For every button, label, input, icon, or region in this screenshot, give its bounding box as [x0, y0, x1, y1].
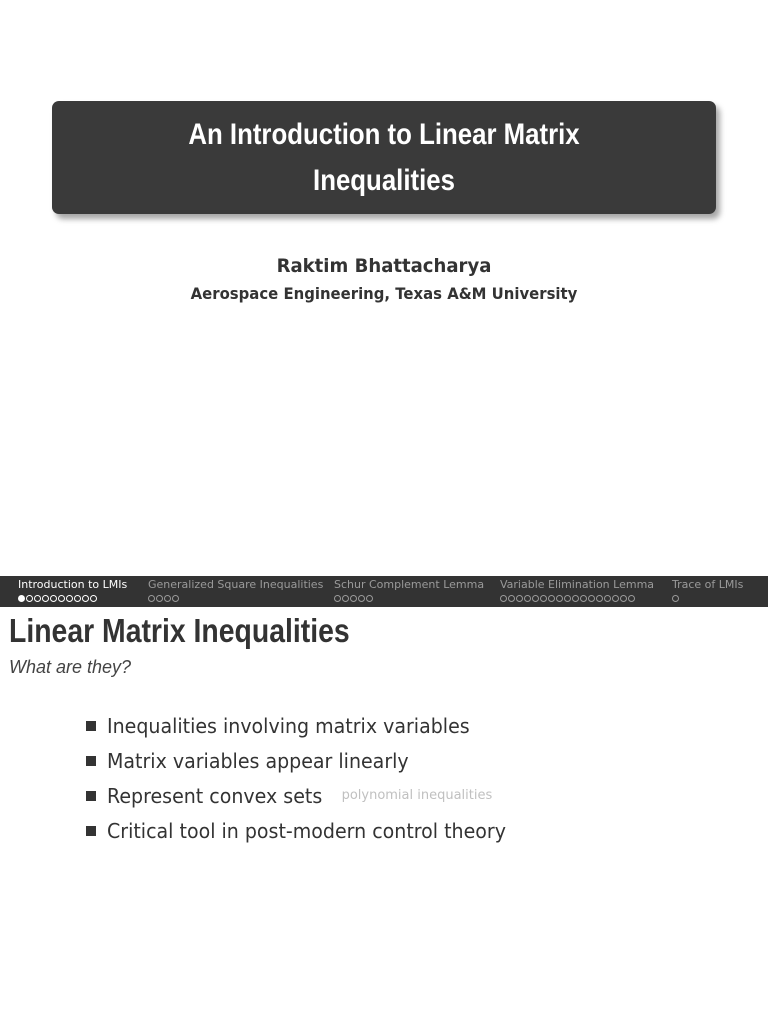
nav-frame-dot[interactable]	[350, 595, 357, 602]
square-bullet-icon	[86, 791, 96, 801]
nav-frame-dot[interactable]	[82, 595, 89, 602]
nav-section-introduction[interactable]	[18, 577, 127, 607]
nav-section-label[interactable]: Schur Complement Lemma	[334, 578, 485, 591]
nav-frame-dot[interactable]	[148, 595, 155, 602]
nav-frame-dot[interactable]	[66, 595, 73, 602]
bullet-item	[86, 708, 527, 743]
square-bullet-icon	[86, 721, 96, 731]
nav-frame-dot[interactable]	[58, 595, 65, 602]
author-affiliation: Aerospace Engineering, Texas A&M University	[190, 284, 578, 303]
nav-frame-dots	[18, 593, 127, 603]
nav-frame-dot[interactable]	[334, 595, 341, 602]
nav-frame-dot[interactable]	[548, 595, 555, 602]
nav-current-frame-dot[interactable]	[18, 595, 25, 602]
nav-frame-dot[interactable]	[164, 595, 171, 602]
nav-section-label[interactable]: Introduction to LMIs	[18, 578, 128, 591]
nav-frame-dot[interactable]	[540, 595, 547, 602]
square-bullet-icon	[86, 826, 96, 836]
nav-frame-dot[interactable]	[612, 595, 619, 602]
frame-title: Linear Matrix Inequalities	[9, 612, 350, 649]
nav-frame-dots	[148, 593, 323, 603]
bullet-text: Inequalities involving matrix variables	[107, 713, 470, 738]
nav-frame-dot[interactable]	[358, 595, 365, 602]
nav-frame-dot[interactable]	[74, 595, 81, 602]
content-slide	[0, 576, 768, 1024]
nav-frame-dot[interactable]	[50, 595, 57, 602]
nav-section-variable-elimination[interactable]	[500, 577, 654, 607]
nav-frame-dot[interactable]	[572, 595, 579, 602]
nav-frame-dot[interactable]	[564, 595, 571, 602]
nav-section-generalized-square[interactable]	[148, 577, 323, 607]
nav-frame-dot[interactable]	[672, 595, 679, 602]
section-navigation-bar	[0, 576, 768, 607]
nav-frame-dot[interactable]	[628, 595, 635, 602]
nav-frame-dots	[334, 593, 484, 603]
frame-subtitle: What are they?	[9, 657, 132, 677]
presentation-title: An Introduction to Linear Matrix Inequalities	[188, 117, 580, 197]
nav-frame-dots	[672, 593, 743, 603]
bullet-item	[86, 778, 527, 813]
nav-frame-dot[interactable]	[596, 595, 603, 602]
nav-frame-dot[interactable]	[532, 595, 539, 602]
bullet-text: Critical tool in post-modern control theory	[107, 818, 506, 843]
nav-frame-dot[interactable]	[156, 595, 163, 602]
nav-section-trace[interactable]	[672, 577, 743, 607]
square-bullet-icon	[86, 756, 96, 766]
nav-frame-dot[interactable]	[172, 595, 179, 602]
nav-frame-dots	[500, 593, 654, 603]
nav-frame-dot[interactable]	[604, 595, 611, 602]
bullet-item	[86, 813, 527, 848]
nav-section-label[interactable]: Generalized Square Inequalities	[148, 578, 324, 591]
author-name: Raktim Bhattacharya	[276, 255, 492, 277]
bullet-item	[86, 743, 527, 778]
nav-frame-dot[interactable]	[366, 595, 373, 602]
nav-frame-dot[interactable]	[524, 595, 531, 602]
nav-frame-dot[interactable]	[34, 595, 41, 602]
nav-frame-dot[interactable]	[26, 595, 33, 602]
nav-frame-dot[interactable]	[500, 595, 507, 602]
nav-frame-dot[interactable]	[556, 595, 563, 602]
bullet-text: Matrix variables appear linearly	[107, 748, 409, 773]
nav-frame-dot[interactable]	[620, 595, 627, 602]
bullet-faded-note: polynomial inequalities	[341, 788, 493, 803]
nav-section-label[interactable]: Trace of LMIs	[672, 578, 744, 591]
nav-frame-dot[interactable]	[580, 595, 587, 602]
bullet-text: Represent convex sets	[107, 783, 323, 808]
title-box	[52, 101, 716, 214]
bullet-list	[86, 708, 527, 848]
nav-frame-dot[interactable]	[342, 595, 349, 602]
nav-frame-dot[interactable]	[516, 595, 523, 602]
nav-frame-dot[interactable]	[42, 595, 49, 602]
nav-frame-dot[interactable]	[90, 595, 97, 602]
nav-frame-dot[interactable]	[508, 595, 515, 602]
nav-section-schur-complement[interactable]	[334, 577, 484, 607]
nav-section-label[interactable]: Variable Elimination Lemma	[500, 578, 655, 591]
nav-frame-dot[interactable]	[588, 595, 595, 602]
